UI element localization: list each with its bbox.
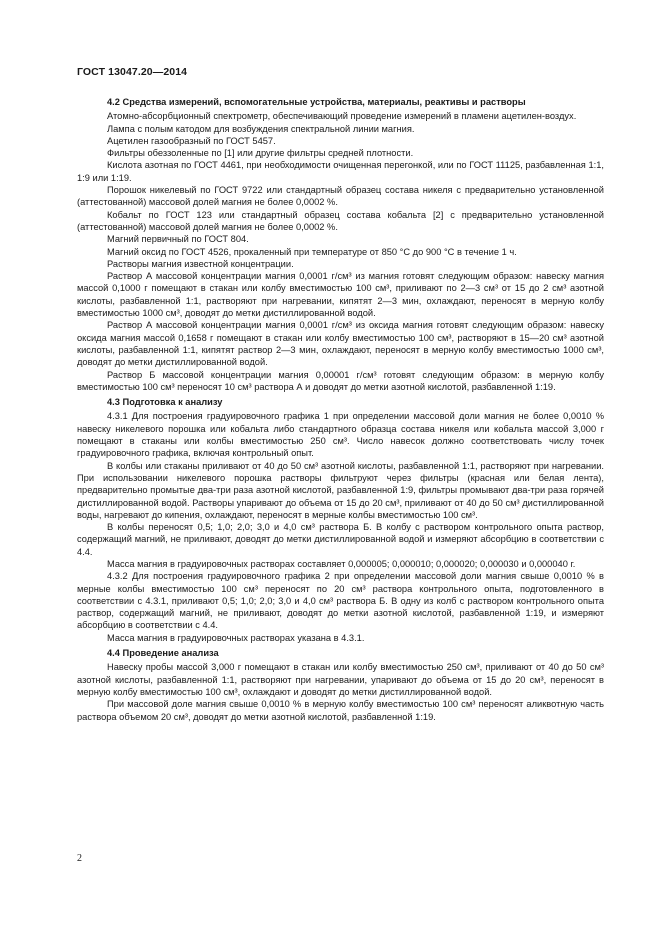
paragraph: Ацетилен газообразный по ГОСТ 5457. [107,135,276,146]
paragraph: Кислота азотная по ГОСТ 4461, при необходимости очищенная перегонкой, или по ГОСТ 11125, разбавленная 1:1, 1:9 или 1:19. [77,160,604,183]
document-body [77,96,604,723]
section-heading-4-4: 4.4 Проведение анализа [107,648,219,659]
page-number: 2 [77,853,82,864]
section-heading-4-2: 4.2 Средства измерений, вспомогательные устройства, материалы, реактивы и растворы [107,97,526,107]
paragraph: Магний первичный по ГОСТ 804. [107,234,249,245]
paragraph: Фильтры обеззоленные по [1] или другие фильтры средней плотности. [107,148,414,159]
paragraph: Раствор А массовой концентрации магния 0,0001 г/см³ из магния готовят следующим образом: навеску магния массой 0,1000 г помещают в стакан или колбу вместимостью 100 см³, приливают по 2—3 см³ от 15 до 2 см³ азотной кислоты, разбавленной 1:1, растворяют при нагревании, кипятят 2—3 мин, охлаждают, переносят в мерную колбу вместимостью 1000 см³, доводят до метки дистиллированной водой. [77,271,604,319]
paragraph: Раствор А массовой концентрации магния 0,0001 г/см³ из оксида магния готовят следующим образом: навеску оксида магния массой 0,1658 г помещают в стакан или колбу вместимостью 100 см³, растворяют в 15—20 см³ азотной кислоты, разбавленной 1:1, кипятят раствор 2—3 мин, охлаждают, переносят в мерную колбу вместимостью 1000 см³, доводят до метки дистиллированной водой. [77,320,604,368]
paragraph: Атомно-абсорбционный спектрометр, обеспечивающий проведение измерений в пламени ацетилен-воздух. [107,111,577,122]
paragraph: 4.3.1 Для построения градуировочного графика 1 при определении массовой доли магния не более 0,0010 % навеску никелевого порошка или кобальта либо стандартного образца состава никеля или кобальта массой 3,000 г помещают в стаканы или колбы вместимостью 250 см³. Число навесок должно соответствовать числу точек градуировочного графика, включая контрольный опыт. [77,411,604,459]
document-header: ГОСТ 13047.20—2014 [77,66,188,78]
paragraph: Кобальт по ГОСТ 123 или стандартный образец состава кобальта [2] с предварительно установленной (аттестованной) массовой долей магния не более 0,0002 %. [77,209,604,232]
section-heading-4-3: 4.3 Подготовка к анализу [107,397,223,408]
paragraph: Навеску пробы массой 3,000 г помещают в стакан или колбу вместимостью 250 см³, приливают от 40 до 50 см³ азотной кислоты, разбавленной 1:1, растворяют при нагревании, упаривают до объема от 15 до 20 см³, переносят в мерную колбу вместимостью 100 см³, охлаждают и доводят до метки дистиллированной водой. [77,662,604,697]
paragraph: 4.3.2 Для построения градуировочного графика 2 при определении массовой доли магния свыше 0,0010 % в мерные колбы вместимостью 100 см³ переносят по 20 см³ раствора контрольного опыта, подготовленного в соответствии с 4.3.1, приливают 0,5; 1,0; 2,0; 3,0 и 4,0 см³ раствора Б. В одну из колб с раствором контрольного опыта раствор, содержащий магний, не приливают, доводят до метки азотной кислотой, разбавленной 1:19, и измеряют абсорбцию в соответствии с 4.4. [77,571,604,631]
paragraph: Масса магния в градуировочных растворах указана в 4.3.1. [107,632,365,643]
paragraph: Порошок никелевый по ГОСТ 9722 или стандартный образец состава никеля с предварительно установленной (аттестованной) массовой долей магния не более 0,0002 %. [77,185,604,208]
paragraph: Растворы магния известной концентрации. [107,258,294,269]
paragraph: В колбы переносят 0,5; 1,0; 2,0; 3,0 и 4,0 см³ раствора Б. В колбу с раствором контрольного опыта раствор, содержащий магний, не приливают, доводят до метки дистиллированной водой и измеряют абсорбцию в соответствии с 4.4. [77,522,604,557]
paragraph: Магний оксид по ГОСТ 4526, прокаленный при температуре от 850 °С до 900 °С в течение 1 ч. [107,246,517,257]
paragraph: Масса магния в градуировочных растворах составляет 0,000005; 0,000010; 0,000020; 0,000030 и 0,000040 г. [107,558,576,569]
paragraph: В колбы или стаканы приливают от 40 до 50 см³ азотной кислоты, разбавленной 1:1, растворяют при нагревании. При использовании никелевого порошка растворы фильтруют через фильтры (красная или белая лента), предварительно промытые два-три раза азотной кислотой, разбавленной 1:9, фильтры промывают два-три раза горячей дистиллированной водой. Растворы упаривают до объема от 15 до 20 см³, приливают от 40 до 50 см³ дистиллированной воды, нагревают до кипения, охлаждают, переносят в мерные колбы вместимостью 100 см³. [77,460,604,520]
paragraph: Лампа с полым катодом для возбуждения спектральной линии магния. [107,123,415,134]
paragraph: Раствор Б массовой концентрации магния 0,00001 г/см³ готовят следующим образом: в мерную колбу вместимостью 100 см³ переносят 10 см³ раствора А и доводят до метки азотной кислотой, разбавленной 1:19. [77,369,604,392]
paragraph: При массовой доле магния свыше 0,0010 % в мерную колбу вместимостью 100 см³ переносят аликвотную часть раствора объемом 20 см³, доводят до метки азотной кислотой, разбавленной 1:19. [77,699,604,722]
